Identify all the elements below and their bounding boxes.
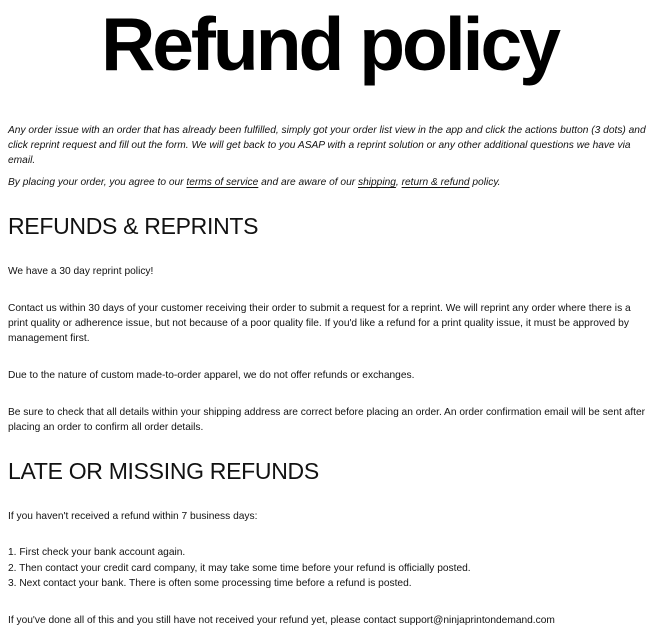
shipping-address-paragraph: Be sure to check that all details within your shipping address are correct before placing an order. An order confirmation email will be sent after placing an order to confirm all order details. (8, 407, 646, 433)
no-refunds-paragraph: Due to the nature of custom made-to-order apparel, we do not offer refunds or exchanges. (8, 370, 415, 381)
agreement-middle: and are aware of our (258, 177, 358, 188)
reprint-policy-paragraph: We have a 30 day reprint policy! (8, 266, 154, 277)
page-title: Refund policy (101, 2, 558, 86)
terms-of-service-link[interactable]: terms of service (186, 177, 259, 188)
contact-support-paragraph: If you've done all of this and you still have not received your refund yet, please contact support@ninjaprintondemand.com (8, 615, 555, 626)
section-heading-late-missing-refunds: LATE OR MISSING REFUNDS (8, 458, 319, 484)
link-separator: , (395, 177, 402, 188)
agreement-paragraph (8, 175, 653, 190)
return-refund-policy-link[interactable]: return & refund (401, 177, 470, 188)
intro-paragraph: Any order issue with an order that has already been fulfilled, simply got your order list view in the app and click the actions button (3 dots) and click reprint request and fill out the form. We will get back to you ASAP with a reprint solution or any other additional questions we have via email. (8, 125, 646, 166)
reprint-request-paragraph: Contact us within 30 days of your customer receiving their order to submit a request for a reprint. We will reprint any order where there is a print quality or adherence issue, but not because of a poor quality file. If you'd like a refund for a print quality issue, it must be approved by management first. (8, 303, 631, 344)
section-heading-refunds-reprints: REFUNDS & REPRINTS (8, 213, 259, 239)
agreement-suffix: policy. (469, 177, 501, 188)
late-refund-paragraph: If you haven't received a refund within 7 business days: (8, 511, 258, 522)
agreement-prefix: By placing your order, you agree to our (8, 177, 187, 188)
shipping-policy-link[interactable]: shipping (357, 177, 396, 188)
step-item: 3. Next contact your bank. There is often some processing time before a refund is posted. (8, 578, 412, 589)
step-item: 1. First check your bank account again. (8, 547, 186, 558)
step-item: 2. Then contact your credit card company, it may take some time before your refund is officially posted. (8, 563, 471, 574)
